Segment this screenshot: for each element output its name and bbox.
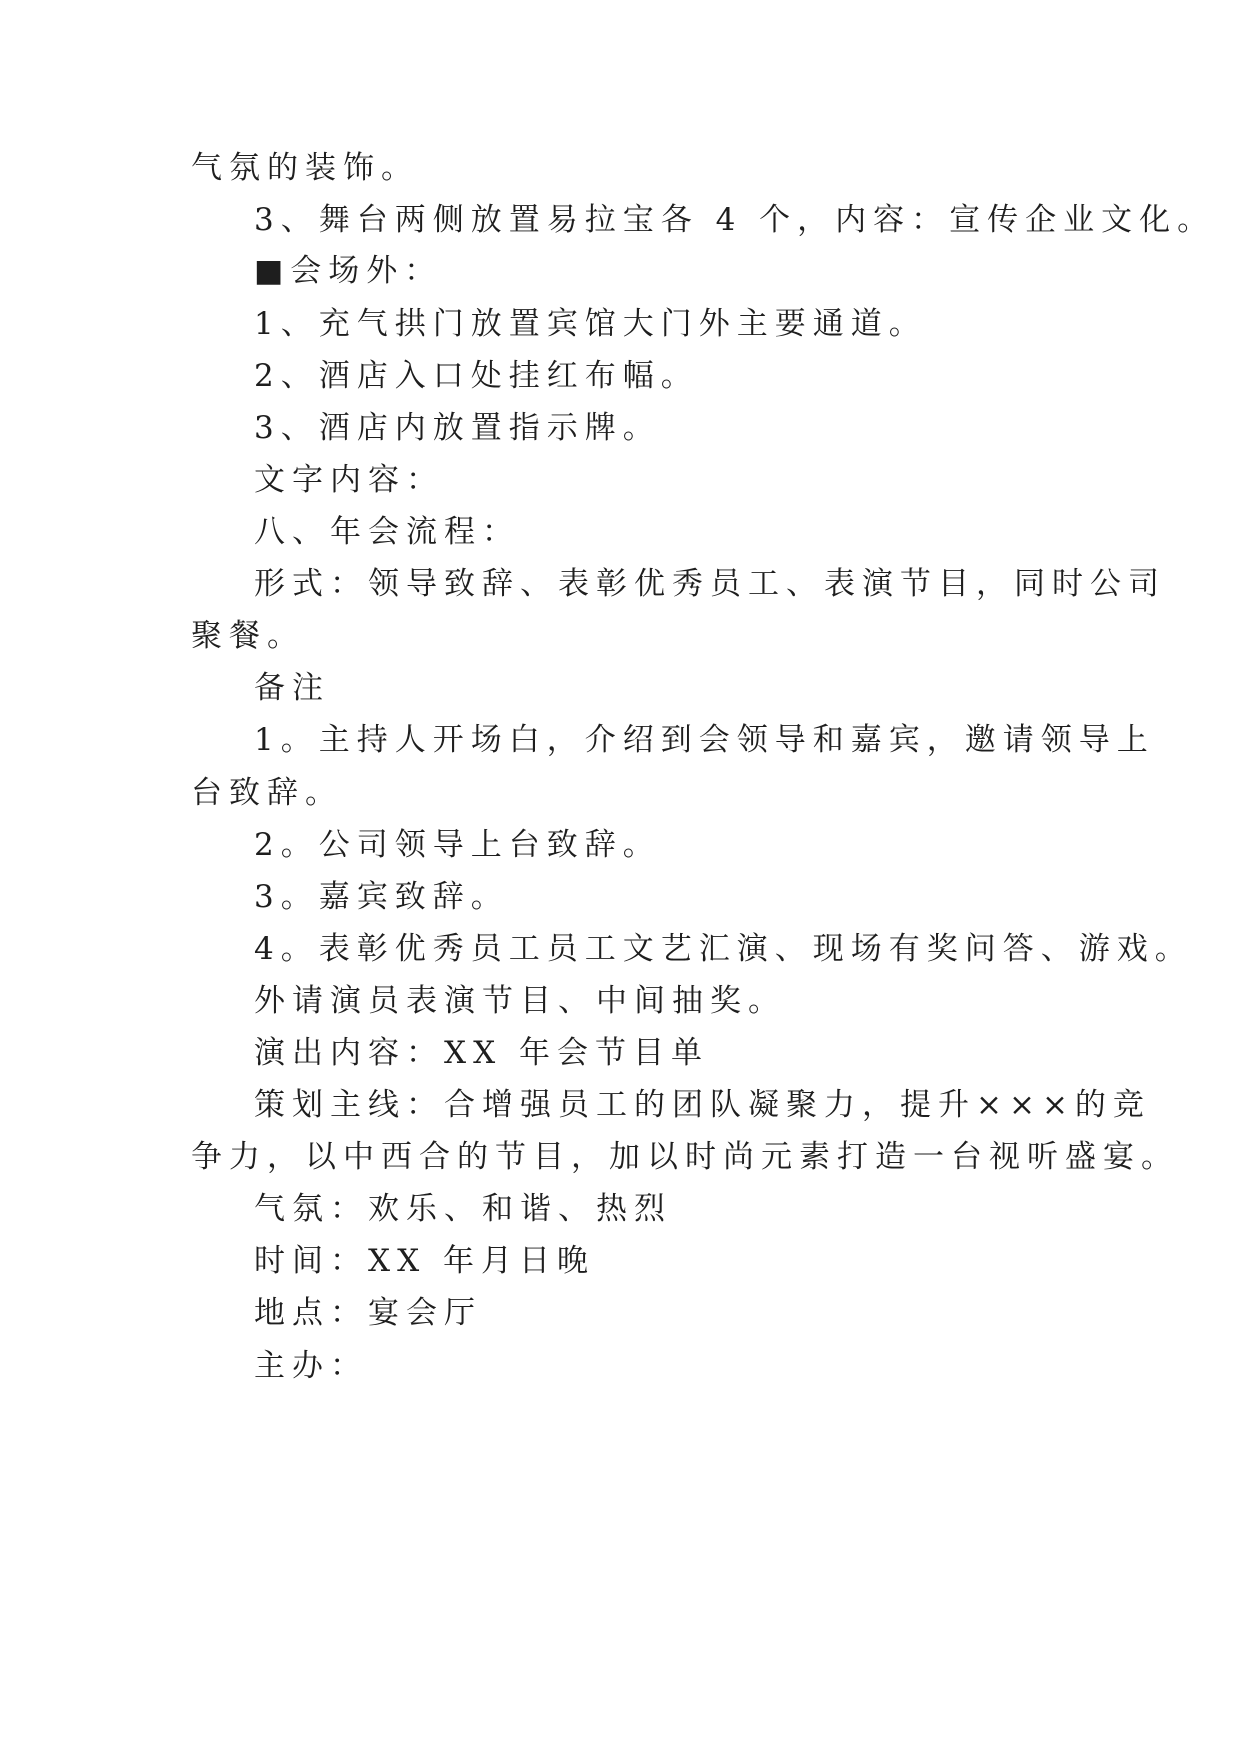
paragraph-line-20: 争力，以中西合的节目，加以时尚元素打造一台视听盛宴。 [191, 1139, 1179, 1175]
paragraph-line-10: 聚餐。 [191, 618, 305, 654]
paragraph-line-17: 外请演员表演节目、中间抽奖。 [254, 983, 786, 1019]
paragraph-line-23: 地点：宴会厅 [254, 1295, 482, 1331]
paragraph-line-19: 策划主线：合增强员工的团队凝聚力，提升×××的竞 [254, 1087, 1151, 1123]
paragraph-line-13: 台致辞。 [191, 775, 343, 811]
paragraph-line-22: 时间：XX 年月日晚 [254, 1243, 595, 1279]
paragraph-line-11: 备注 [254, 670, 330, 706]
paragraph-line-7: 文字内容： [254, 462, 444, 498]
paragraph-line-15: 3。嘉宾致辞。 [254, 879, 509, 915]
paragraph-line-1: 气氛的装饰。 [191, 150, 419, 186]
section-heading-annual-meeting-flow: 八、年会流程： [254, 514, 520, 550]
paragraph-line-9: 形式：领导致辞、表彰优秀员工、表演节目，同时公司 [254, 566, 1166, 602]
paragraph-line-21: 气氛：欢乐、和谐、热烈 [254, 1191, 672, 1227]
section-heading-venue-outside: ■会场外： [254, 253, 443, 289]
paragraph-line-2: 3、舞台两侧放置易拉宝各 4 个，内容：宣传企业文化。 [254, 202, 1216, 238]
paragraph-line-24: 主办： [254, 1348, 368, 1384]
paragraph-line-12: 1。主持人开场白，介绍到会领导和嘉宾，邀请领导上 [254, 722, 1155, 758]
paragraph-line-14: 2。公司领导上台致辞。 [254, 827, 661, 863]
paragraph-line-18: 演出内容：XX 年会节目单 [254, 1035, 709, 1071]
paragraph-line-5: 2、酒店入口处挂红布幅。 [254, 358, 699, 394]
paragraph-line-16: 4。表彰优秀员工员工文艺汇演、现场有奖问答、游戏。 [254, 931, 1193, 967]
paragraph-line-4: 1、充气拱门放置宾馆大门外主要通道。 [254, 306, 927, 342]
paragraph-line-6: 3、酒店内放置指示牌。 [254, 410, 661, 446]
